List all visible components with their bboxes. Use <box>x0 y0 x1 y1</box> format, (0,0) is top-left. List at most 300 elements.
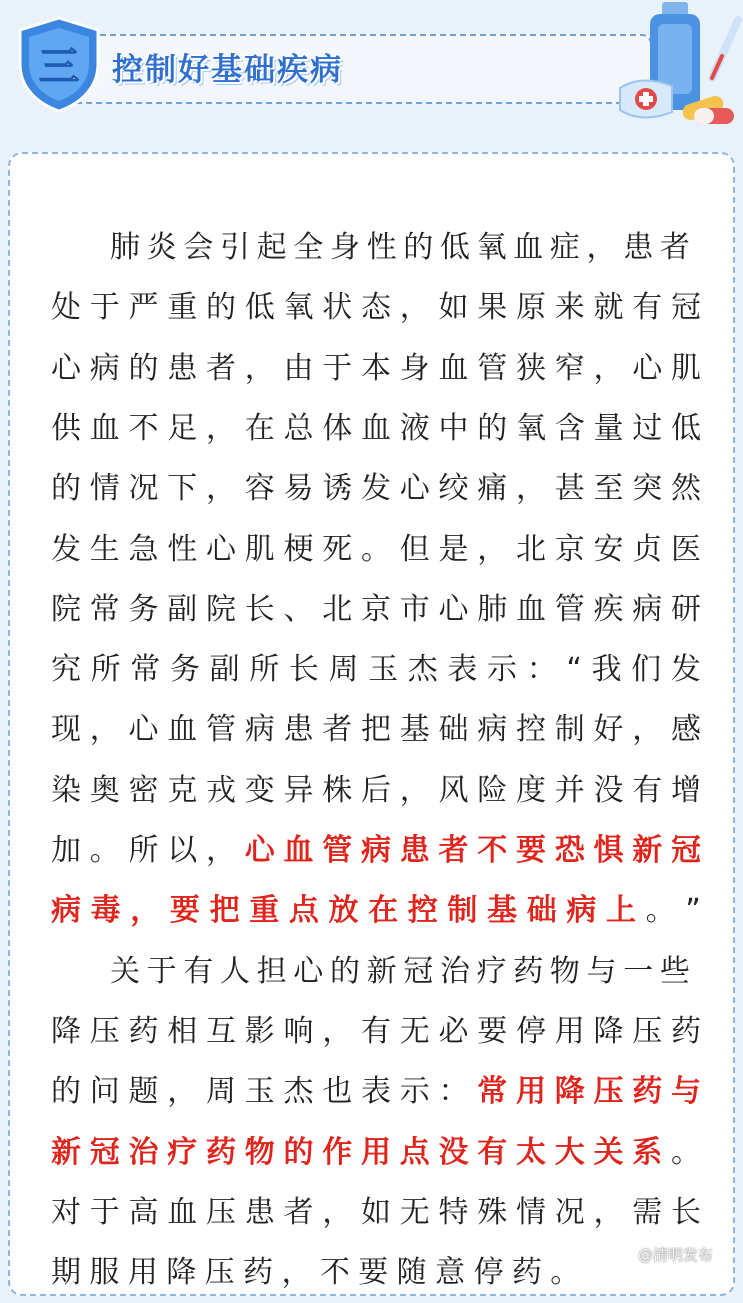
body-char: 风 <box>438 772 469 808</box>
body-char: ： <box>438 1074 469 1110</box>
text-line <box>51 339 701 399</box>
body-char: 绞 <box>438 471 469 507</box>
highlight-char: 用 <box>516 1074 546 1110</box>
body-char: 者 <box>322 712 353 748</box>
body-char: 问 <box>89 1074 120 1110</box>
body-char: 所 <box>249 652 280 688</box>
body-char: 患 <box>244 1194 275 1230</box>
body-char: 氧 <box>516 410 546 446</box>
highlight-char: 放 <box>328 893 359 929</box>
body-char: 关 <box>110 953 140 989</box>
body-char: 生 <box>89 531 120 567</box>
body-char: 常 <box>130 652 161 688</box>
body-char: 发 <box>361 471 391 507</box>
body-char: 病 <box>632 591 663 627</box>
body-char: 担 <box>256 953 287 989</box>
body-char: 期 <box>51 1255 90 1291</box>
body-char: 肌 <box>244 531 275 567</box>
body-char: ， <box>206 833 236 868</box>
body-char: 险 <box>477 772 508 808</box>
body-char: 有 <box>632 772 663 808</box>
text-line <box>110 218 690 278</box>
body-char: 至 <box>593 471 624 507</box>
body-char: 相 <box>167 1013 198 1049</box>
body-char: 我 <box>591 652 622 688</box>
body-char: 长 <box>244 591 275 627</box>
body-char: ， <box>322 1194 353 1230</box>
body-char: 体 <box>322 410 353 446</box>
body-char: 全 <box>293 230 324 265</box>
highlight-char: 在 <box>368 893 399 929</box>
body-char: 、 <box>283 591 314 627</box>
body-char: 后 <box>361 772 391 808</box>
body-char: 所 <box>90 652 121 688</box>
body-char: 们 <box>631 652 662 688</box>
text-line <box>51 1123 701 1183</box>
highlight-char: 有 <box>477 1134 508 1170</box>
body-char: 由 <box>283 350 314 386</box>
body-char: 于 <box>146 953 177 989</box>
body-char: 况 <box>554 1194 585 1230</box>
body-char: 原 <box>516 290 546 326</box>
body-char: 特 <box>438 1194 469 1230</box>
body-char: 也 <box>322 1074 353 1110</box>
body-char: 血 <box>516 591 546 627</box>
body-char: 京 <box>361 591 391 627</box>
highlight-char: 新 <box>632 833 663 868</box>
body-char: 情 <box>516 1194 546 1230</box>
body-char: 状 <box>322 290 353 326</box>
body-char: 液 <box>399 410 430 446</box>
body-char: 处 <box>51 290 81 326</box>
body-char: 随 <box>396 1255 436 1291</box>
highlight-char: 新 <box>51 1134 81 1170</box>
highlight-char: 系 <box>632 1134 663 1170</box>
text-line <box>51 700 701 760</box>
body-char: 人 <box>219 953 250 989</box>
body-char: 基 <box>399 712 430 748</box>
body-char: 副 <box>167 591 198 627</box>
body-char: 杰 <box>283 1074 314 1110</box>
body-char: 把 <box>361 712 391 748</box>
body-char: ， <box>516 471 546 507</box>
body-char: 常 <box>89 591 120 627</box>
body-char: 是 <box>438 531 469 567</box>
body-char: 示 <box>487 652 518 688</box>
highlight-char: 的 <box>283 1134 314 1170</box>
body-char: 戎 <box>206 772 236 808</box>
body-char: 杰 <box>407 652 438 688</box>
highlight-char: 控 <box>407 893 438 929</box>
body-char: 压 <box>204 1255 244 1291</box>
body-char: 停 <box>473 1255 512 1291</box>
highlight-char: 基 <box>487 893 518 929</box>
highlight-char: 惧 <box>593 833 624 868</box>
body-char: ” <box>685 893 701 929</box>
body-char: 身 <box>399 350 430 386</box>
highlight-char: 没 <box>438 1134 469 1170</box>
body-char: 于 <box>89 290 120 326</box>
body-char: 表 <box>447 652 478 688</box>
text-line <box>110 942 690 1002</box>
text-line <box>51 580 701 640</box>
body-char: 身 <box>329 230 360 265</box>
body-char: 但 <box>399 531 430 567</box>
body-char: 心 <box>128 712 159 748</box>
body-char: 者 <box>283 1194 314 1230</box>
highlight-char: 太 <box>516 1134 546 1170</box>
body-char: 高 <box>128 1194 159 1230</box>
highlight-char: 要 <box>516 833 546 868</box>
body-char: 痛 <box>477 471 508 507</box>
watermark <box>612 1240 713 1268</box>
body-char: 题 <box>128 1074 159 1110</box>
body-char: 物 <box>549 953 580 989</box>
body-char: 性 <box>366 230 397 265</box>
highlight-char: 用 <box>361 1134 391 1170</box>
body-char: 管 <box>477 350 508 386</box>
body-char: 。 <box>550 1255 589 1291</box>
body-char: 不 <box>319 1255 359 1291</box>
body-char: 的 <box>51 1074 81 1110</box>
highlight-char: 不 <box>477 833 508 868</box>
text-line <box>51 821 701 881</box>
body-char: 意 <box>435 1255 474 1291</box>
text-line <box>51 1243 701 1303</box>
body-char: 停 <box>516 1013 546 1049</box>
body-char: 必 <box>438 1013 469 1049</box>
body-char: 总 <box>283 410 314 446</box>
body-char: “ <box>566 652 582 688</box>
body-char: 引 <box>219 230 250 265</box>
body-char: 药 <box>243 1255 282 1291</box>
body-char: 用 <box>127 1255 167 1291</box>
body-char: 于 <box>322 350 353 386</box>
body-char: 突 <box>632 471 663 507</box>
body-char: ， <box>322 1013 353 1049</box>
highlight-char: 治 <box>128 1134 159 1170</box>
body-char: 血 <box>167 1194 198 1230</box>
body-char: 重 <box>167 290 198 326</box>
body-char: 务 <box>169 652 200 688</box>
body-char: 务 <box>128 591 159 627</box>
body-char: 降 <box>166 1255 205 1291</box>
body-char: 药 <box>511 1255 551 1291</box>
body-char: 药 <box>128 1013 159 1049</box>
text-line <box>51 520 701 580</box>
body-char: 管 <box>554 591 585 627</box>
body-char: 贞 <box>632 531 663 567</box>
body-char: 的 <box>329 953 360 989</box>
body-char: 长 <box>671 1194 701 1230</box>
body-char: 况 <box>128 471 159 507</box>
body-char: 株 <box>322 772 353 808</box>
body-char: 。 <box>671 1134 701 1170</box>
body-char: 态 <box>361 290 391 326</box>
highlight-char: 压 <box>593 1074 624 1110</box>
body-char: 者 <box>659 230 690 265</box>
body-char: 响 <box>283 1013 314 1049</box>
body-char: 下 <box>167 471 198 507</box>
body-char: 现 <box>51 712 81 748</box>
body-char: 密 <box>128 772 159 808</box>
body-char: 。 <box>645 893 676 929</box>
text-line <box>51 399 701 459</box>
body-char: 周 <box>328 652 359 688</box>
body-char: 影 <box>244 1013 275 1049</box>
body-char: ， <box>206 410 236 446</box>
body-char: 病 <box>244 712 275 748</box>
body-char: 情 <box>89 471 120 507</box>
body-char: 疾 <box>593 591 624 627</box>
body-char: ， <box>593 1194 624 1230</box>
body-char: 异 <box>283 772 314 808</box>
body-char: 中 <box>438 410 469 446</box>
body-char: 氧 <box>283 290 314 326</box>
highlight-char: 点 <box>399 1134 430 1170</box>
body-char: 安 <box>593 531 624 567</box>
body-char: 症 <box>549 230 580 265</box>
highlight-char: 上 <box>605 893 636 929</box>
body-char: 并 <box>554 772 585 808</box>
body-char: 与 <box>586 953 617 989</box>
body-char: 梗 <box>283 531 314 567</box>
body-char: 服 <box>89 1255 128 1291</box>
highlight-char: 础 <box>526 893 557 929</box>
body-char: 肺 <box>477 591 508 627</box>
body-char: 制 <box>554 712 585 748</box>
text-line <box>51 1062 701 1122</box>
body-char: ： <box>526 652 557 688</box>
body-char: 础 <box>438 712 469 748</box>
body-char: 来 <box>554 290 585 326</box>
body-char: ， <box>244 350 275 386</box>
body-char: 的 <box>403 230 434 265</box>
body-char: 所 <box>128 833 159 868</box>
body-char: 低 <box>439 230 470 265</box>
watermark-text: @清明发布 <box>638 1245 714 1264</box>
body-char: 没 <box>593 772 624 808</box>
body-char: 北 <box>322 591 353 627</box>
highlight-char: 物 <box>244 1134 275 1170</box>
body-char: 表 <box>361 1074 391 1110</box>
body-char: 克 <box>167 772 198 808</box>
body-char: ， <box>477 531 508 567</box>
body-char: 医 <box>671 531 701 567</box>
body-char: 窄 <box>554 350 585 386</box>
body-char: 管 <box>206 712 236 748</box>
body-char: 严 <box>128 290 159 326</box>
body-char: 果 <box>477 290 508 326</box>
body-char: 发 <box>51 531 81 567</box>
body-char: 死 <box>322 531 353 567</box>
body-char: 病 <box>89 350 120 386</box>
body-char: 。 <box>89 833 120 868</box>
body-char: 甚 <box>554 471 585 507</box>
body-char: 些 <box>659 953 690 989</box>
body-char: 心 <box>438 591 469 627</box>
body-char: 炎 <box>146 230 177 265</box>
body-char: 患 <box>283 712 314 748</box>
highlight-char: 管 <box>322 833 353 868</box>
shield-badge-icon <box>14 14 104 114</box>
body-char: 起 <box>256 230 287 265</box>
body-char: 降 <box>51 1013 81 1049</box>
highlight-char: 药 <box>632 1074 663 1110</box>
body-char: 血 <box>513 230 544 265</box>
body-char: 无 <box>399 1194 430 1230</box>
body-char: 度 <box>516 772 546 808</box>
body-char: 药 <box>671 1013 701 1049</box>
highlight-char: ， <box>130 893 161 929</box>
body-char: 量 <box>593 410 624 446</box>
highlight-char: 重 <box>249 893 280 929</box>
body-char: 京 <box>554 531 585 567</box>
body-char: 新 <box>366 953 397 989</box>
body-char: 心 <box>51 350 81 386</box>
body-char: 对 <box>51 1194 81 1230</box>
body-char: ， <box>586 230 617 265</box>
body-char: 周 <box>206 1074 236 1110</box>
body-char: 心 <box>632 350 663 386</box>
body-char: ， <box>281 1255 320 1291</box>
text-line <box>51 278 701 338</box>
body-char: 血 <box>167 712 198 748</box>
text-line <box>51 761 701 821</box>
text-line <box>51 881 701 941</box>
body-char: 变 <box>244 772 275 808</box>
body-char: 疗 <box>476 953 507 989</box>
body-char: ， <box>399 290 430 326</box>
highlight-char: 药 <box>206 1134 236 1170</box>
body-char: 加 <box>51 833 81 868</box>
body-char: 示 <box>399 1074 430 1110</box>
highlight-char: 病 <box>566 893 597 929</box>
body-char: 含 <box>554 410 585 446</box>
body-char: 一 <box>623 953 654 989</box>
body-char: 副 <box>209 652 240 688</box>
text-line <box>51 459 701 519</box>
section-header <box>0 0 743 135</box>
weibo-logo-icon <box>612 1245 634 1263</box>
body-char: 于 <box>89 1194 120 1230</box>
body-char: ， <box>89 712 120 748</box>
body-char: ， <box>632 712 663 748</box>
body-char: 感 <box>671 712 701 748</box>
highlight-char: 常 <box>477 1074 508 1110</box>
body-char: 低 <box>244 290 275 326</box>
body-char: 者 <box>206 350 236 386</box>
body-char: 玉 <box>244 1074 275 1110</box>
body-char: ， <box>399 772 430 808</box>
body-char: 殊 <box>477 1194 508 1230</box>
body-char: 有 <box>361 1013 391 1049</box>
body-char: 就 <box>593 290 624 326</box>
body-char: 如 <box>438 290 469 326</box>
highlight-char: 大 <box>554 1134 585 1170</box>
body-char: 用 <box>554 1013 585 1049</box>
highlight-char: 冠 <box>89 1134 120 1170</box>
highlight-char: 点 <box>288 893 319 929</box>
body-char: ， <box>593 350 624 386</box>
body-char: 心 <box>399 471 430 507</box>
highlight-char: 与 <box>671 1074 701 1110</box>
body-char: 要 <box>358 1255 397 1291</box>
badge-numeral: 三 <box>39 44 79 90</box>
body-char: 降 <box>593 1013 624 1049</box>
section-title: 控制好基础疾病 <box>112 52 343 88</box>
medicine-illustration-icon <box>612 0 743 135</box>
body-char: 长 <box>288 652 319 688</box>
highlight-char: 降 <box>554 1074 585 1110</box>
text-line <box>51 1002 701 1062</box>
highlight-char: 患 <box>399 833 430 868</box>
body-char: 玉 <box>368 652 399 688</box>
body-char: 心 <box>206 531 236 567</box>
body-char: 肺 <box>110 230 140 265</box>
body-char: 冠 <box>403 953 434 989</box>
body-char: 在 <box>244 410 275 446</box>
body-char: 心 <box>293 953 324 989</box>
body-char: 治 <box>439 953 470 989</box>
body-char: 压 <box>89 1013 120 1049</box>
body-char: 增 <box>671 772 701 808</box>
body-char: 容 <box>244 471 275 507</box>
body-char: 要 <box>477 1013 508 1049</box>
body-char: 足 <box>167 410 198 446</box>
body-char: 血 <box>438 350 469 386</box>
highlight-char: 病 <box>51 893 81 929</box>
body-char: 患 <box>623 230 654 265</box>
highlight-char: 关 <box>593 1134 624 1170</box>
highlight-char: 心 <box>244 833 275 868</box>
body-char: 不 <box>128 410 159 446</box>
body-char: 肌 <box>671 350 701 386</box>
body-char: 院 <box>206 591 236 627</box>
body-char: ， <box>167 1074 198 1110</box>
highlight-char: 把 <box>209 893 240 929</box>
body-char: 诱 <box>322 471 353 507</box>
body-char: 的 <box>51 471 81 507</box>
body-char: 究 <box>51 652 81 688</box>
text-line <box>51 1183 701 1243</box>
body-char: ， <box>206 471 236 507</box>
body-char: 有 <box>183 953 214 989</box>
highlight-char: 毒 <box>90 893 121 929</box>
body-char: 奥 <box>89 772 120 808</box>
highlight-char: 者 <box>438 833 469 868</box>
body-char: 氧 <box>476 230 507 265</box>
body-char: 以 <box>167 833 198 868</box>
body-char: 发 <box>670 652 701 688</box>
body-char: 会 <box>183 230 214 265</box>
highlight-char: 病 <box>361 833 391 868</box>
body-char: 染 <box>51 772 81 808</box>
body-char: 易 <box>283 471 314 507</box>
body-char: 患 <box>167 350 198 386</box>
body-char: 市 <box>399 591 430 627</box>
body-char: 病 <box>477 712 508 748</box>
body-char: 狭 <box>516 350 546 386</box>
body-char: 无 <box>399 1013 430 1049</box>
body-char: 冠 <box>671 290 701 326</box>
body-char: 院 <box>51 591 81 627</box>
body-char: 血 <box>361 410 391 446</box>
body-char: 的 <box>477 410 508 446</box>
body-char: 压 <box>632 1013 663 1049</box>
highlight-char: 制 <box>447 893 478 929</box>
body-char: 如 <box>361 1194 391 1230</box>
